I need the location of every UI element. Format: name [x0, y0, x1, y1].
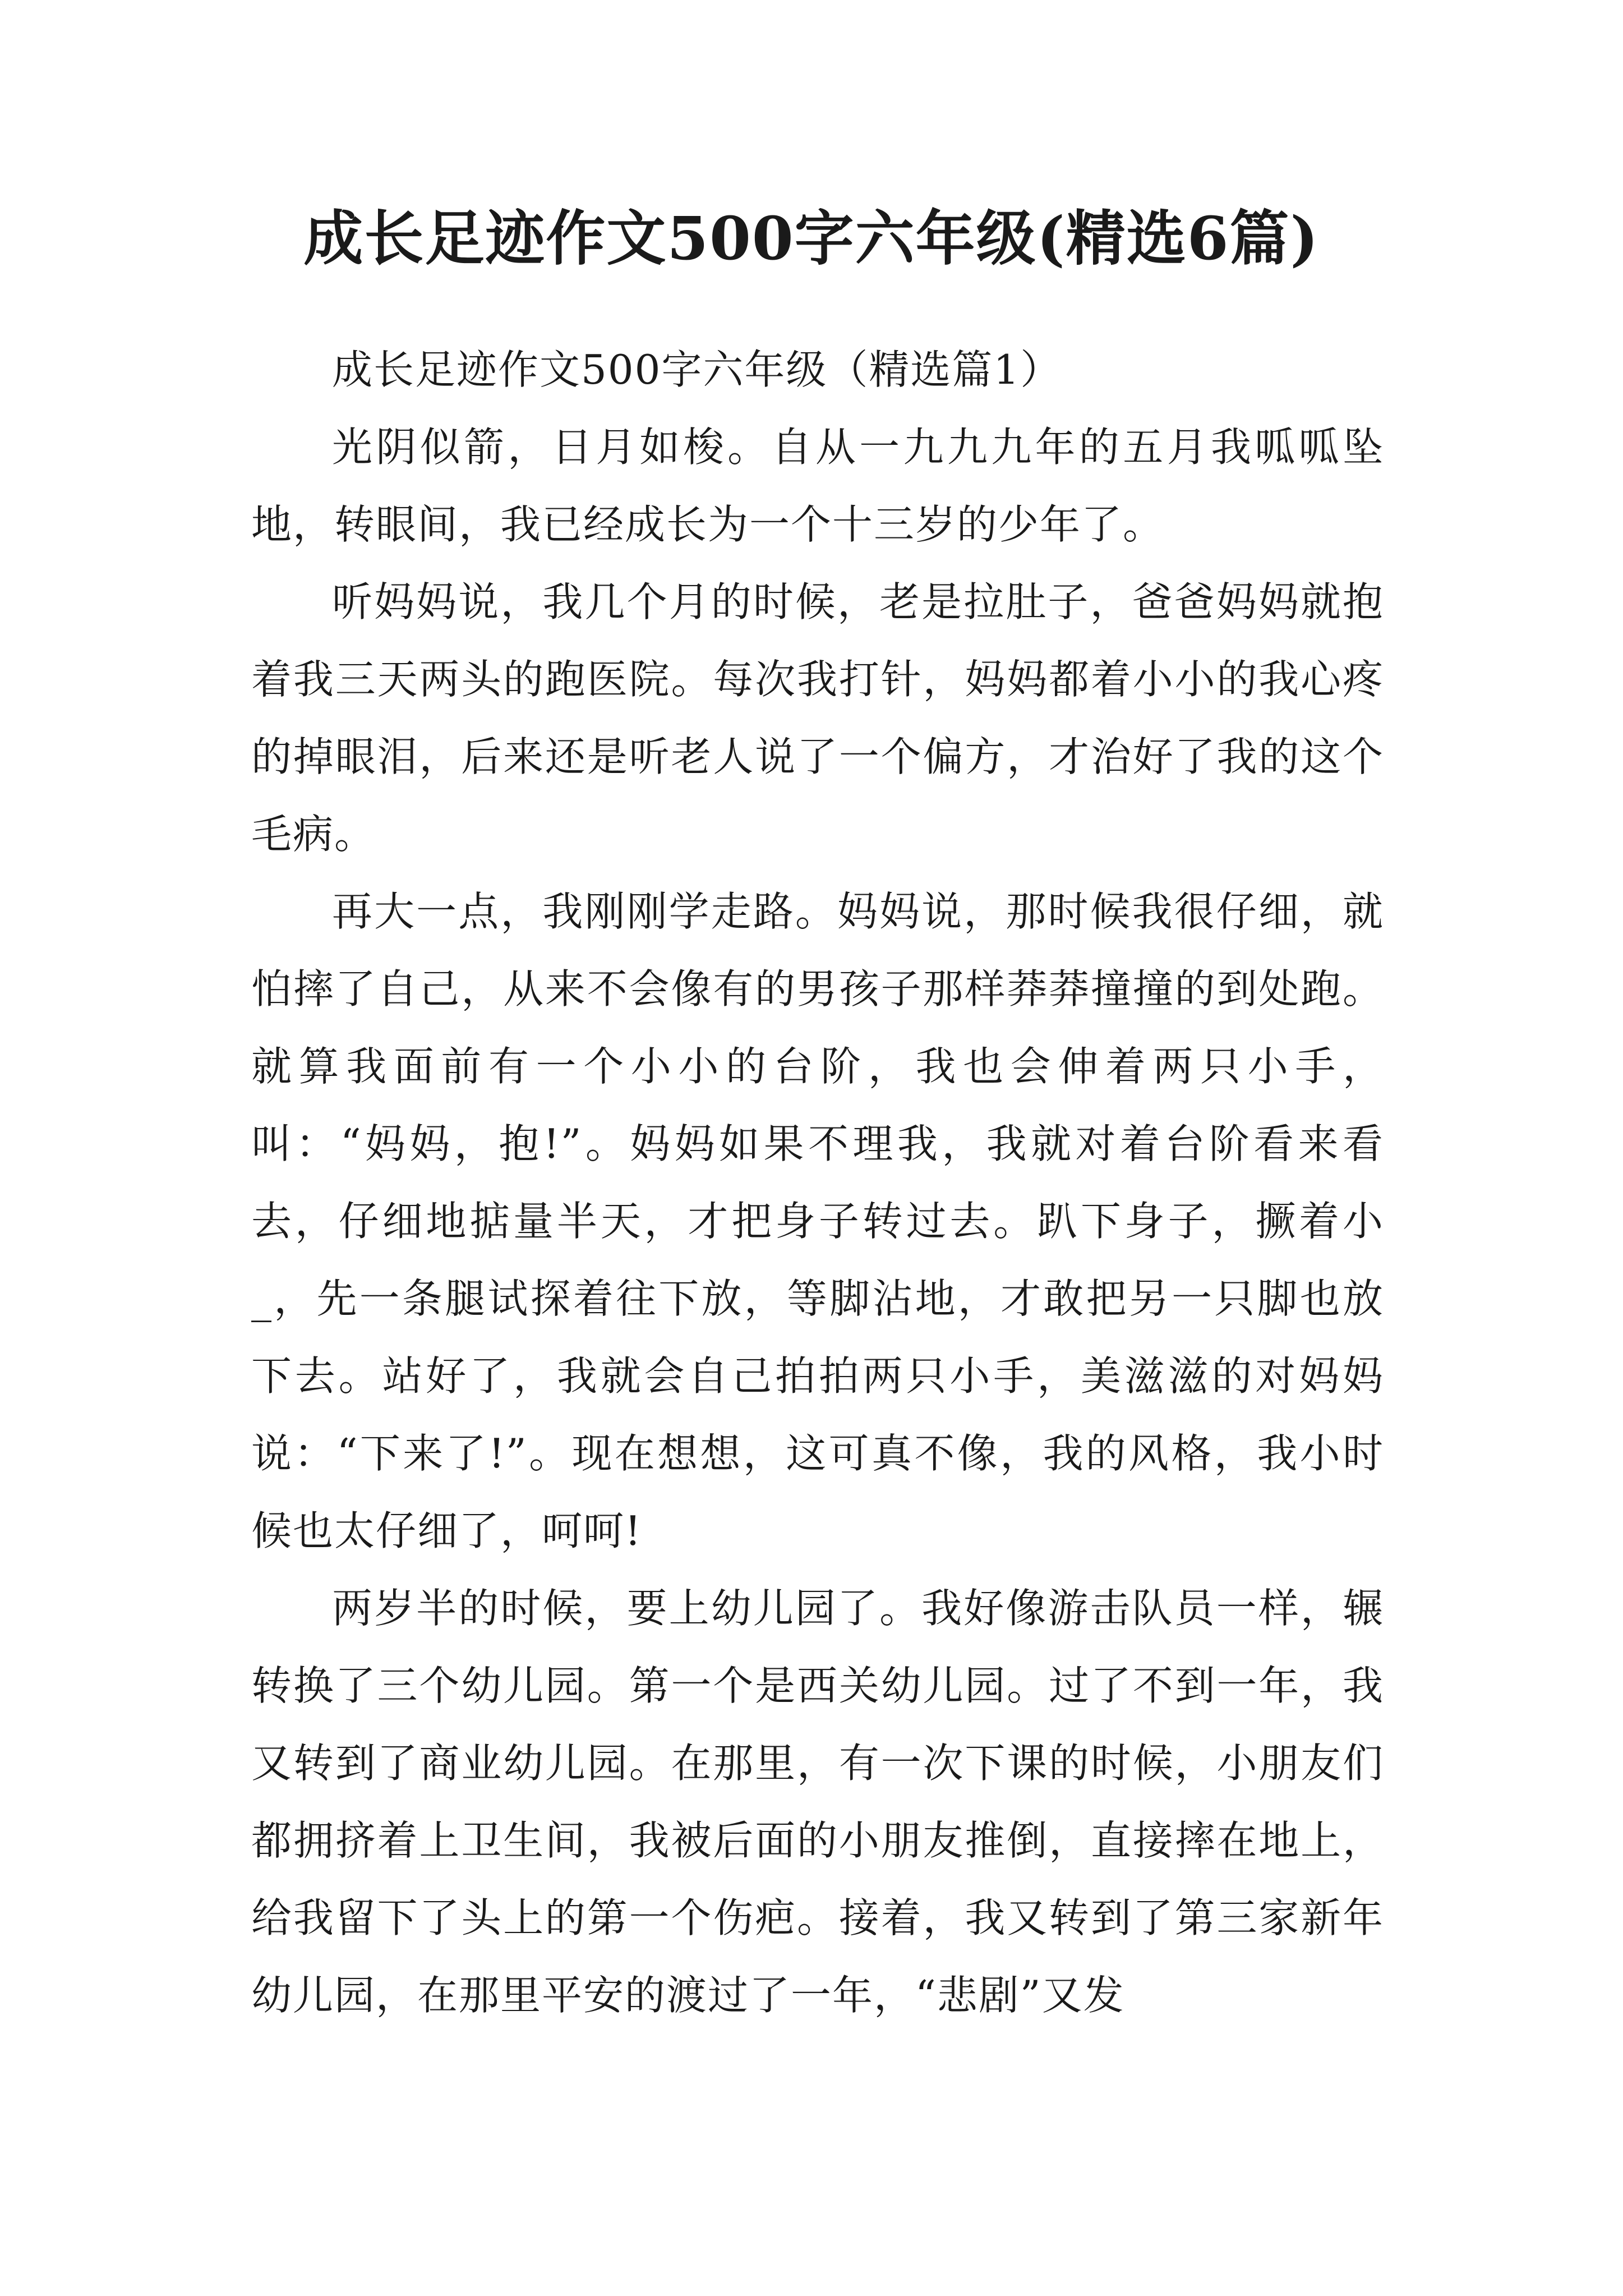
document-title: 成长足迹作文500字六年级(精选6篇): [303, 203, 1320, 273]
section-heading: 成长足迹作文500字六年级（精选篇1）: [332, 346, 1062, 393]
paragraph: 光阴似箭，日月如梭。自从一九九九年的五月我呱呱坠地，转眼间，我已经成长为一个十三岁的少年了。: [251, 424, 1384, 548]
paragraph: 再大一点，我刚刚学走路。妈妈说，那时候我很仔细，就怕摔了自己，从来不会像有的男孩子那样莽莽撞撞的到处跑。就算我面前有一个小小的台阶，我也会伸着两只小手，叫：“妈妈，抱!”。妈妈如果不理我，我就对着台阶看来看去，仔细地掂量半天，才把身子转过去。趴下身子，撅着小_，先一条腿试探着往下放，等脚沾地，才敢把另一只脚也放下去。站好了，我就会自己拍拍两只小手，美滋滋的对妈妈说：“下来了!”。现在想想，这可真不像，我的风格，我小时候也太仔细了，呵呵!: [251, 888, 1384, 1554]
paragraph: 两岁半的时候，要上幼儿园了。我好像游击队员一样，辗转换了三个幼儿园。第一个是西关幼儿园。过了不到一年，我又转到了商业幼儿园。在那里，有一次下课的时候，小朋友们都拥挤着上卫生间，我被后面的小朋友推倒，直接摔在地上，给我留下了头上的第一个伤疤。接着，我又转到了第三家新年幼儿园，在那里平安的渡过了一年，“悲剧”又发: [251, 1585, 1384, 2019]
paragraph: 听妈妈说，我几个月的时候，老是拉肚子，爸爸妈妈就抱着我三天两头的跑医院。每次我打针，妈妈都着小小的我心疼的掉眼泪，后来还是听老人说了一个偏方，才治好了我的这个毛病。: [251, 578, 1384, 858]
document-body: [251, 331, 1384, 2034]
